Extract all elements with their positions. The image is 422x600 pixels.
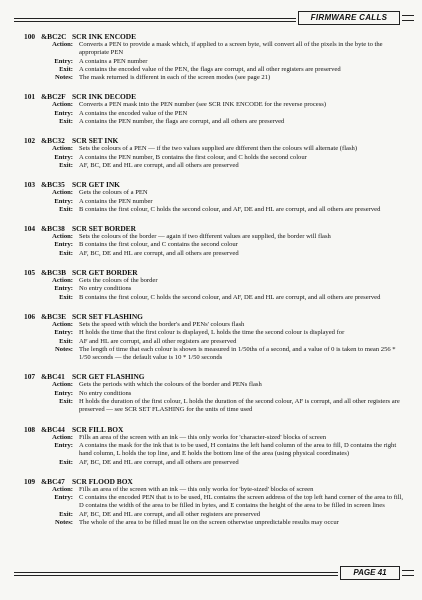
- entry-number: 109: [24, 476, 36, 486]
- section-title: FIRMWARE CALLS: [298, 11, 400, 25]
- field-text: Converts a PEN mask into the PEN number (see SCR INK ENCODE for the reverse process): [79, 101, 327, 109]
- field-label: Action:: [52, 433, 73, 441]
- entry-field: [24, 233, 408, 241]
- field-text: No entry conditions: [79, 389, 132, 397]
- entry-address: &BC32: [41, 136, 65, 146]
- field-label: Exit:: [59, 458, 73, 466]
- field-label: Action:: [52, 233, 73, 241]
- field-label: Action:: [52, 320, 73, 328]
- field-text: A contains the PEN number: [79, 197, 153, 205]
- footer-rule-end: [402, 570, 414, 576]
- entry-title: [24, 32, 408, 41]
- entry-field: [24, 398, 408, 415]
- entry-name: SCR SET INK: [72, 136, 119, 146]
- field-text: A contains the encoded value of the PEN, the flags are corrupt, and all other registers are preserved: [79, 65, 341, 73]
- field-label: Entry:: [54, 494, 73, 502]
- entry-field: [24, 74, 408, 82]
- firmware-call-entry: [24, 92, 408, 126]
- entry-field: [24, 346, 408, 363]
- firmware-call-entry: [24, 224, 408, 258]
- field-text: A contains the mask for the ink that is to be used, H contains the left hand column of the area to fill, D contains the right hand column, L holds the top line, and E holds the bottom line of the area (using physical coordinates): [79, 441, 397, 458]
- firmware-call-entry: [24, 477, 408, 527]
- entry-title: [24, 312, 408, 321]
- field-text: Sets the colours of the border — again if two different values are supplied, the border will flash: [79, 233, 331, 241]
- entry-number: 103: [24, 180, 36, 190]
- entry-field: [24, 250, 408, 258]
- field-label: Entry:: [54, 109, 73, 117]
- field-text: A contains the encoded value of the PEN: [79, 109, 188, 117]
- firmware-call-entry: [24, 268, 408, 302]
- entry-field: [24, 442, 408, 459]
- field-label: Entry:: [54, 329, 73, 337]
- header-rule-end: [402, 15, 414, 21]
- entry-field: [24, 154, 408, 162]
- entry-title: [24, 477, 408, 486]
- field-label: Exit:: [59, 293, 73, 301]
- field-text: B contains the first colour, C holds the second colour, and AF, DE and HL are corrupt, and all others are preserved: [79, 205, 381, 213]
- firmware-call-entry: [24, 372, 408, 414]
- field-label: Action:: [52, 277, 73, 285]
- field-text: H holds the duration of the first colour, L holds the duration of the second colour, AF is corrupt, and all other registers are preserved — see SCR SET FLASHING for the units of time used: [79, 398, 400, 414]
- entry-field: [24, 381, 408, 389]
- field-label: Action:: [52, 41, 73, 48]
- entry-field: [24, 241, 408, 249]
- entry-field: [24, 338, 408, 346]
- entry-title: [24, 372, 408, 381]
- entry-field: [24, 101, 408, 109]
- field-text: Fills an area of the screen with an ink — this only works for 'character-sized' blocks of screen: [79, 433, 327, 441]
- entry-field: [24, 494, 408, 511]
- field-label: Exit:: [59, 398, 73, 406]
- entry-number: 107: [24, 372, 36, 382]
- field-text: Sets the speed with which the border's and PENs' colours flash: [79, 320, 245, 328]
- field-text: A contains a PEN number: [79, 57, 148, 65]
- field-text: Sets the colours of a PEN — if the two values supplied are different then the colours will alternate (flash): [79, 145, 358, 153]
- entry-address: &BC2C: [41, 32, 67, 41]
- entry-title: [24, 224, 408, 233]
- field-label: Entry:: [54, 153, 73, 161]
- entry-title: [24, 136, 408, 145]
- field-label: Notes:: [55, 518, 73, 526]
- entry-name: SCR INK DECODE: [72, 92, 137, 102]
- field-label: Exit:: [59, 337, 73, 345]
- entry-number: 100: [24, 32, 36, 41]
- entry-address: &BC35: [41, 180, 65, 190]
- entry-title: [24, 425, 408, 434]
- field-label: Exit:: [59, 161, 73, 169]
- field-label: Action:: [52, 485, 73, 493]
- firmware-call-list: [24, 32, 408, 537]
- field-label: Notes:: [55, 345, 73, 353]
- entry-field: [24, 198, 408, 206]
- field-label: Exit:: [59, 205, 73, 213]
- field-text: AF, BC, DE and HL are corrupt, and all others are preserved: [79, 161, 239, 169]
- field-text: A contains the PEN number, the flags are corrupt, and all others are preserved: [79, 118, 285, 126]
- field-text: A contains the PEN number, B contains the first colour, and C holds the second colour: [79, 153, 307, 161]
- page-footer: [14, 566, 414, 580]
- entry-name: SCR GET BORDER: [72, 268, 138, 278]
- field-text: The mask returned is different in each of the screen modes (see page 21): [79, 74, 271, 82]
- field-text: AF, BC, DE and HL are corrupt, and all other registers are preserved: [79, 510, 261, 518]
- entry-number: 102: [24, 136, 36, 146]
- firmware-call-entry: [24, 32, 408, 82]
- entry-field: [24, 189, 408, 197]
- firmware-call-entry: [24, 312, 408, 362]
- field-text: AF, BC, DE and HL are corrupt, and all others are preserved: [79, 249, 239, 257]
- entry-field: [24, 486, 408, 494]
- entry-title: [24, 92, 408, 101]
- field-text: The length of time that each colour is shown is measured in 1/50ths of a second, and a value of 0 is taken to mean 256 * 1/50 seconds — the default value is 10 * 1/50 seconds: [79, 345, 396, 362]
- entry-number: 101: [24, 92, 36, 102]
- firmware-call-entry: [24, 180, 408, 214]
- entry-title: [24, 180, 408, 189]
- entry-name: SCR FILL BOX: [72, 424, 124, 434]
- entry-number: 106: [24, 311, 36, 321]
- field-label: Action:: [52, 381, 73, 389]
- field-text: H holds the time that the first colour is displayed, L holds the time the second colour is displayed for: [79, 329, 345, 337]
- page-number: PAGE 41: [340, 566, 400, 580]
- entry-field: [24, 58, 408, 66]
- entry-field: [24, 66, 408, 74]
- field-label: Exit:: [59, 249, 73, 257]
- field-label: Entry:: [54, 441, 73, 449]
- field-text: AF, BC, DE and HL are corrupt, and all others are preserved: [79, 458, 239, 466]
- field-label: Action:: [52, 189, 73, 197]
- entry-address: &BC3B: [41, 268, 67, 278]
- entry-name: SCR FLOOD BOX: [72, 476, 133, 486]
- entry-field: [24, 285, 408, 293]
- field-text: Gets the colours of a PEN: [79, 189, 148, 197]
- entry-field: [24, 434, 408, 442]
- field-label: Exit:: [59, 65, 73, 73]
- field-text: C contains the encoded PEN that is to be used, HL contains the screen address of the top left hand corner of the area to fill, D contains the width of the area to be filled in bytes, and E contains the height of the area to be filled in screen lines: [79, 494, 404, 510]
- field-label: Action:: [52, 145, 73, 153]
- firmware-call-entry: [24, 136, 408, 170]
- entry-field: [24, 511, 408, 519]
- entry-name: SCR GET FLASHING: [72, 372, 145, 382]
- entry-field: [24, 118, 408, 126]
- field-text: B contains the first colour, and C contains the second colour: [79, 241, 238, 249]
- entry-field: [24, 162, 408, 170]
- field-label: Entry:: [54, 285, 73, 293]
- entry-address: &BC3E: [41, 311, 67, 321]
- entry-field: [24, 206, 408, 214]
- field-label: Entry:: [54, 389, 73, 397]
- entry-address: &BC2F: [41, 92, 66, 102]
- footer-rule: [14, 572, 338, 576]
- field-text: AF and HL are corrupt, and all other registers are preserved: [79, 337, 237, 345]
- field-label: Entry:: [54, 197, 73, 205]
- entry-number: 108: [24, 424, 36, 434]
- entry-address: &BC47: [41, 476, 65, 486]
- field-text: The whole of the area to be filled must lie on the screen otherwise unpredictable results may occur: [79, 518, 339, 526]
- entry-address: &BC38: [41, 224, 65, 234]
- field-text: Gets the periods with which the colours of the border and PENs flash: [79, 381, 262, 389]
- entry-field: [24, 329, 408, 337]
- entry-field: [24, 390, 408, 398]
- page-header: [14, 11, 414, 25]
- entry-number: 105: [24, 268, 36, 278]
- entry-address: &BC41: [41, 372, 65, 382]
- field-label: Action:: [52, 101, 73, 109]
- entry-name: SCR SET FLASHING: [72, 311, 143, 321]
- entry-name: SCR SET BORDER: [72, 224, 136, 234]
- entry-field: [24, 459, 408, 467]
- header-rule: [14, 18, 296, 22]
- field-label: Entry:: [54, 241, 73, 249]
- field-text: B contains the first colour, C holds the second colour, and AF, DE and HL are corrupt, and all others are preserved: [79, 293, 381, 301]
- field-label: Exit:: [59, 510, 73, 518]
- entry-name: SCR INK ENCODE: [72, 32, 137, 41]
- entry-field: [24, 41, 408, 58]
- entry-field: [24, 321, 408, 329]
- entry-field: [24, 519, 408, 527]
- field-text: No entry conditions: [79, 285, 132, 293]
- entry-field: [24, 110, 408, 118]
- field-text: Fills an area of the screen with an ink — this only works for 'byte-sized' blocks of screen: [79, 485, 314, 493]
- entry-name: SCR GET INK: [72, 180, 120, 190]
- field-text: Converts a PEN to provide a mask which, if applied to a screen byte, will convert all of the pixels in the byte to the appropriate PEN: [79, 41, 383, 57]
- entry-field: [24, 145, 408, 153]
- entry-title: [24, 268, 408, 277]
- field-label: Exit:: [59, 118, 73, 126]
- entry-number: 104: [24, 224, 36, 234]
- entry-address: &BC44: [41, 424, 65, 434]
- entry-field: [24, 294, 408, 302]
- field-label: Notes:: [55, 74, 73, 82]
- field-text: Gets the colours of the border: [79, 277, 158, 285]
- firmware-call-entry: [24, 425, 408, 467]
- field-label: Entry:: [54, 57, 73, 65]
- entry-field: [24, 277, 408, 285]
